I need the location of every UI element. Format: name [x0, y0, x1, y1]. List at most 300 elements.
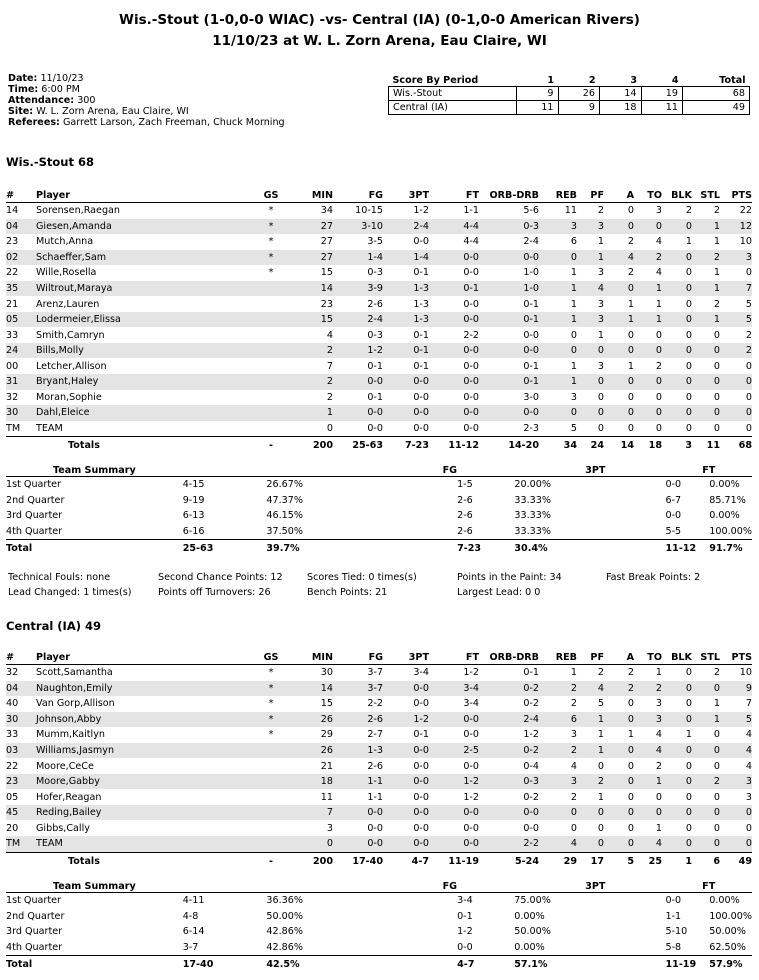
stat-cell: 0	[634, 219, 662, 235]
period-col: 3	[600, 74, 642, 87]
stat-cell: 1	[655, 667, 662, 679]
period-score: 9	[517, 87, 559, 101]
stat-cell: 0	[685, 760, 692, 772]
stat-cell: *	[251, 681, 291, 697]
column-header: STL	[692, 188, 720, 203]
stat-cell: 5	[570, 422, 577, 434]
stat-cell: 1	[539, 374, 577, 390]
stat-cell: 2	[291, 343, 333, 359]
stat-cell: 0	[627, 822, 634, 834]
stat-cell: 0	[662, 219, 692, 235]
stat-cell: 0-0	[429, 405, 479, 421]
stat-cell: 05	[6, 791, 19, 803]
stat-cell: 3-4	[429, 681, 479, 697]
total-cell: -	[251, 437, 291, 455]
stat-cell: 18	[291, 774, 333, 790]
summary-value: 100.00%	[709, 910, 752, 922]
stat-cell: 3	[597, 298, 604, 310]
stat-cell: 4	[720, 743, 752, 759]
stat-cell: 0-3	[367, 267, 383, 279]
summary-value: 33.33%	[514, 526, 551, 538]
stat-cell: 0	[720, 405, 752, 421]
stat-cell: 5	[745, 298, 752, 310]
stat-cell	[251, 405, 291, 421]
stat-cell: 1	[570, 267, 577, 279]
total-cell: 18	[634, 437, 662, 455]
stat-cell: 0	[692, 836, 720, 852]
info-date: Date: 11/10/23	[8, 73, 84, 84]
stat-cell: 3	[597, 360, 604, 372]
stat-cell: 27	[291, 250, 333, 266]
stat-cell: 3	[570, 391, 577, 403]
total-cell: 25-63	[333, 437, 383, 455]
player-name: Sorensen,Raegan	[36, 205, 120, 217]
player-row	[6, 805, 752, 821]
player-row	[6, 758, 752, 774]
summary-value: 6-16	[182, 526, 205, 538]
stat-cell: 0-0	[333, 836, 383, 852]
stat-cell: 0-0	[429, 836, 479, 852]
stat-cell	[251, 789, 291, 805]
player-row	[6, 727, 752, 743]
player-row	[6, 696, 752, 712]
stat-cell: 15	[320, 698, 333, 710]
stat-cell: 0	[570, 822, 577, 834]
summary-value: 5-10	[665, 926, 688, 938]
stat-cell: 12	[720, 219, 752, 235]
summary-value: 50.00%	[266, 910, 303, 922]
stat-cell: 10	[739, 667, 752, 679]
period-team: Central (IA)	[389, 101, 517, 115]
stat-cell: 0	[685, 698, 692, 710]
summary-value: 0-0	[665, 510, 682, 522]
stat-cell: 0	[604, 805, 634, 821]
stat-cell: 2-7	[367, 729, 383, 741]
stat-cell: 2-6	[367, 760, 383, 772]
stat-cell: 0	[745, 822, 752, 834]
column-header: ORB-DRB	[479, 650, 539, 665]
stat-cell: 0	[685, 667, 692, 679]
stat-cell	[251, 743, 291, 759]
stat-cell: 1-2	[413, 205, 429, 217]
stat-cell: *	[268, 729, 274, 741]
stat-cell: 0	[692, 743, 720, 759]
summary-value: 11-19	[665, 956, 703, 972]
column-header: PTS	[720, 650, 752, 665]
summary-total-row	[6, 956, 752, 972]
player-row	[6, 421, 752, 437]
summary-value: 62.50%	[709, 942, 746, 954]
stat-cell: 2	[570, 791, 577, 803]
summary-value: 42.86%	[266, 926, 303, 938]
player-name: TEAM	[36, 422, 63, 434]
stat-cell: 11	[564, 205, 577, 217]
stat-cell: 2	[539, 743, 577, 759]
total-cell: 7-23	[383, 437, 429, 455]
stat-cell: 0-1	[413, 360, 429, 372]
stat-cell: 3-9	[333, 281, 383, 297]
summary-value: 57.9%	[703, 956, 752, 972]
summary-value: 6-14	[182, 926, 205, 938]
summary-value: 0.00%	[709, 895, 740, 907]
column-header: BLK	[662, 650, 692, 665]
stat-cell: 2-4	[333, 312, 383, 328]
player-name: Johnson,Abby	[36, 712, 251, 728]
stat-cell: 1	[685, 729, 692, 741]
stat-cell: 1	[634, 312, 662, 328]
stat-cell: 1	[634, 281, 662, 297]
stat-cell: 0-0	[463, 729, 479, 741]
stat-cell: 5-6	[523, 205, 539, 217]
period-col: 1	[517, 74, 559, 87]
stat-cell: 1-1	[367, 791, 383, 803]
stat-cell: 0	[713, 360, 720, 372]
stat-cell	[251, 296, 291, 312]
summary-header: FT	[665, 464, 752, 477]
column-header: PF	[577, 650, 604, 665]
stat-cell: 0	[662, 250, 692, 266]
stat-cell: 2	[597, 205, 604, 217]
stat-cell: 3	[539, 219, 577, 235]
column-header: ORB-DRB	[479, 188, 539, 203]
stat-cell: 0-0	[413, 236, 429, 248]
stat-cell: 2	[720, 343, 752, 359]
stat-cell: 3	[570, 729, 577, 741]
stat-cell: 0-0	[413, 391, 429, 403]
total-cell: 14	[604, 437, 634, 455]
stat-cell: 1	[577, 250, 604, 266]
stat-cell: 26	[291, 743, 333, 759]
stat-cell: 4	[655, 729, 662, 741]
stat-cell: 0	[662, 281, 692, 297]
stat-cell: *	[251, 250, 291, 266]
stat-cell: 0-1	[479, 312, 539, 328]
stat-cell: 1-1	[333, 774, 383, 790]
summary-value: 4-11	[182, 895, 205, 907]
stat-cell: 0	[570, 329, 577, 341]
stat-cell: 35	[6, 281, 36, 297]
player-row	[6, 743, 752, 759]
summary-row	[6, 493, 752, 509]
period-score: 26	[558, 87, 600, 101]
info-time: Time: 6:00 PM	[8, 84, 80, 95]
stat-cell: 0	[685, 267, 692, 279]
column-header: #	[6, 650, 36, 665]
summary-value: 0-1	[457, 910, 473, 922]
stat-cell: 1	[685, 236, 692, 248]
summary-header: 3PT	[457, 464, 665, 477]
stat-cell: 0-1	[413, 729, 429, 741]
game-date-site: 11/10/23 at W. L. Zorn Arena, Eau Claire, WI	[212, 33, 547, 49]
game-info	[8, 73, 285, 128]
totals-row	[6, 437, 752, 455]
stat-cell: 0-0	[413, 698, 429, 710]
stat-cell: 2	[713, 298, 720, 310]
misc-largest-lead: Largest Lead: 0 0	[457, 587, 541, 598]
stat-cell: 0	[577, 374, 604, 390]
stat-cell: 31	[6, 374, 36, 390]
summary-label: 3rd Quarter	[6, 926, 63, 938]
stat-cell: 4	[745, 729, 752, 741]
stat-cell: 3-10	[333, 219, 383, 235]
stat-cell: 11	[320, 791, 333, 803]
stat-cell: 0-1	[523, 298, 539, 310]
stat-cell: 32	[6, 391, 19, 403]
player-name: Mutch,Anna	[36, 236, 94, 248]
stat-cell: 6	[539, 712, 577, 728]
summary-value: 5-5	[665, 526, 682, 538]
stat-cell: 1	[692, 712, 720, 728]
player-name: Dahl,Eleice	[36, 405, 251, 421]
summary-label: 4th Quarter	[6, 942, 63, 954]
stat-cell: 14	[291, 281, 333, 297]
summary-value: 33.33%	[514, 494, 551, 506]
stat-cell: 1	[655, 298, 662, 310]
stat-cell: 0	[685, 329, 692, 341]
player-name: Lodermeier,Elissa	[36, 312, 251, 328]
stat-cell: 1	[291, 405, 333, 421]
stat-cell: 0-2	[523, 791, 539, 803]
stat-cell: 04	[6, 219, 36, 235]
summary-label: 2nd Quarter	[6, 910, 65, 922]
stat-cell: 0-0	[479, 805, 539, 821]
player-name: Bryant,Haley	[36, 374, 251, 390]
stat-cell: 2	[634, 681, 662, 697]
stat-cell: 4	[326, 329, 333, 341]
stat-cell: 0-0	[429, 312, 479, 328]
stat-cell: 0-0	[383, 774, 429, 790]
stat-cell: 0	[539, 805, 577, 821]
summary-value: 4-15	[182, 479, 205, 491]
team-summary-table	[6, 880, 752, 972]
box-score-table	[6, 650, 752, 870]
player-row	[6, 681, 752, 697]
stat-cell: 0	[627, 205, 634, 217]
stat-cell: 00	[6, 360, 19, 372]
team-summary-table	[6, 464, 752, 556]
summary-header: FG	[183, 464, 457, 477]
stat-cell: 2	[655, 760, 662, 772]
stat-cell: 0	[627, 422, 634, 434]
stat-cell: 0	[597, 391, 604, 403]
period-score: 18	[600, 101, 642, 115]
stat-cell: *	[251, 712, 291, 728]
stat-cell: 2	[713, 667, 720, 679]
stat-cell: 0-2	[479, 681, 539, 697]
stat-cell: 0-1	[413, 329, 429, 341]
summary-label: 2nd Quarter	[6, 494, 65, 506]
player-name: Moore,CeCe	[36, 760, 94, 772]
summary-row	[6, 924, 752, 940]
stat-cell: 0	[685, 791, 692, 803]
player-name: Letcher,Allison	[36, 360, 107, 372]
misc-points-off-turnovers: Points off Turnovers: 26	[158, 587, 271, 598]
total-cell: 1	[662, 852, 692, 870]
total-cell: -	[251, 852, 291, 870]
summary-label: 4th Quarter	[6, 526, 63, 538]
player-row	[6, 405, 752, 421]
summary-value: 100.00%	[709, 526, 752, 538]
stat-cell: 0-3	[367, 329, 383, 341]
team-heading: Central (IA) 49	[6, 619, 101, 633]
stat-cell: 32	[6, 667, 19, 679]
stat-cell: 2	[692, 250, 720, 266]
stat-cell: 0	[685, 391, 692, 403]
stat-cell: 5	[720, 712, 752, 728]
stat-cell: 0-0	[367, 822, 383, 834]
stat-cell: 0	[597, 422, 604, 434]
stat-cell: 10-15	[355, 205, 383, 217]
stat-cell: 0	[604, 836, 634, 852]
stat-cell: 15	[320, 267, 333, 279]
stat-cell: 0	[604, 219, 634, 235]
stat-cell: 0-0	[367, 422, 383, 434]
stat-cell: 2-6	[333, 712, 383, 728]
stat-cell: 0	[604, 774, 634, 790]
stat-cell: 7	[326, 360, 333, 372]
stat-cell	[251, 374, 291, 390]
stat-cell: 4	[604, 250, 634, 266]
stat-cell: 4	[570, 760, 577, 772]
stat-cell: 1	[634, 774, 662, 790]
summary-value: 0.00%	[709, 510, 740, 522]
stat-cell	[251, 421, 291, 437]
box-header-row	[6, 188, 752, 203]
period-score: 14	[600, 87, 642, 101]
column-header: MIN	[291, 188, 333, 203]
stat-cell: 0	[685, 422, 692, 434]
stat-cell: 2	[634, 250, 662, 266]
column-header: 3PT	[383, 188, 429, 203]
stat-cell: 0	[692, 405, 720, 421]
summary-value: 0-0	[665, 479, 682, 491]
stat-cell: 10	[739, 236, 752, 248]
stat-cell: 1	[577, 743, 604, 759]
team-heading: Wis.-Stout 68	[6, 155, 94, 169]
player-row	[6, 836, 752, 852]
total-cell: Totals	[36, 437, 251, 455]
stat-cell: 1	[539, 312, 577, 328]
stat-cell: 1	[655, 822, 662, 834]
stat-cell: 4	[539, 836, 577, 852]
stat-cell: 0-2	[479, 743, 539, 759]
stat-cell: 2	[577, 774, 604, 790]
stat-cell: 1-4	[383, 250, 429, 266]
player-name: Wiltrout,Maraya	[36, 281, 251, 297]
stat-cell: 1-2	[523, 729, 539, 741]
stat-cell: 0	[662, 805, 692, 821]
stat-cell: 0	[692, 681, 720, 697]
stat-cell: 05	[6, 312, 36, 328]
summary-value: 4-8	[182, 910, 199, 922]
stat-cell: 2-2	[479, 836, 539, 852]
stat-cell: 0	[577, 836, 604, 852]
stat-cell: 0-0	[429, 374, 479, 390]
column-header: Player	[36, 188, 251, 203]
column-header: FT	[429, 188, 479, 203]
summary-value: 75.00%	[514, 895, 551, 907]
stat-cell: 7	[745, 698, 752, 710]
stat-cell: 2-6	[367, 298, 383, 310]
stat-cell: 2-5	[429, 743, 479, 759]
column-header: REB	[539, 188, 577, 203]
stat-cell: 5	[597, 698, 604, 710]
stat-cell: 1	[597, 329, 604, 341]
stat-cell: 3-5	[367, 236, 383, 248]
stat-cell: 3-4	[413, 667, 429, 679]
column-header: A	[604, 650, 634, 665]
stat-cell: 40	[6, 698, 19, 710]
stat-cell: 0-0	[463, 360, 479, 372]
stat-cell: 0-0	[413, 760, 429, 772]
stat-cell: 0-0	[429, 343, 479, 359]
stat-cell: 3-4	[463, 698, 479, 710]
period-col: Total	[683, 74, 750, 87]
player-row	[6, 820, 752, 836]
summary-value: 3-4	[457, 895, 473, 907]
player-row	[6, 343, 752, 359]
summary-row	[6, 909, 752, 925]
summary-value: 1-1	[665, 910, 682, 922]
player-name: Van Gorp,Allison	[36, 698, 115, 710]
stat-cell: 1	[713, 236, 720, 248]
column-header: BLK	[662, 188, 692, 203]
stat-cell: 0	[655, 791, 662, 803]
stat-cell: 0	[685, 822, 692, 834]
stat-cell: 22	[6, 760, 19, 772]
total-cell: Totals	[36, 852, 251, 870]
column-header: MIN	[291, 650, 333, 665]
stat-cell: 0	[577, 805, 604, 821]
stat-cell: 2	[291, 374, 333, 390]
stat-cell: 33	[6, 729, 19, 741]
summary-value: 17-40	[183, 956, 262, 972]
stat-cell: 1	[604, 312, 634, 328]
stat-cell: 0	[655, 391, 662, 403]
player-row	[6, 774, 752, 790]
stat-cell: 3-7	[333, 681, 383, 697]
stat-cell: 3	[634, 712, 662, 728]
player-name: Scott,Samantha	[36, 667, 113, 679]
summary-value: 57.1%	[508, 956, 665, 972]
column-header: GS	[251, 650, 291, 665]
stat-cell: 0	[627, 791, 634, 803]
total-cell: 68	[720, 437, 752, 455]
stat-cell: 03	[6, 743, 36, 759]
stat-cell: 1-2	[333, 343, 383, 359]
stat-cell: 0	[713, 822, 720, 834]
summary-row	[6, 940, 752, 956]
stat-cell: 1-3	[383, 312, 429, 328]
player-name: Moran,Sophie	[36, 391, 102, 403]
stat-cell: 1	[597, 791, 604, 803]
summary-value: 20.00%	[514, 479, 551, 491]
stat-cell: 0-1	[429, 281, 479, 297]
stat-cell: 2-2	[367, 698, 383, 710]
stat-cell: 0	[662, 774, 692, 790]
summary-row	[6, 508, 752, 524]
summary-value: 0-0	[665, 895, 682, 907]
stat-cell: 04	[6, 681, 36, 697]
summary-value: 50.00%	[514, 926, 551, 938]
period-score: 9	[558, 101, 600, 115]
summary-value: 6-13	[182, 510, 205, 522]
player-name: Bills,Molly	[36, 343, 251, 359]
stat-cell: 0	[713, 791, 720, 803]
stat-cell: 0-0	[429, 712, 479, 728]
stat-cell: 1-0	[479, 281, 539, 297]
summary-value: 26.67%	[266, 479, 303, 491]
